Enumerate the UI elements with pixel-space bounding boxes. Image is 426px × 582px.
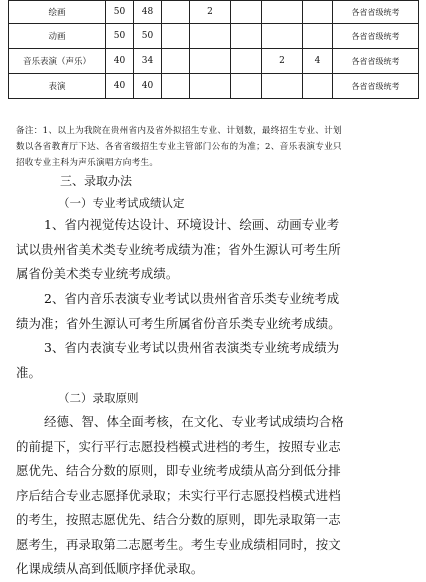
count-cell: 48: [134, 1, 162, 24]
table-row: [9, 24, 419, 49]
text-line: 愿优先、结合分数的原则，即专业统考成绩从高分到低分排: [16, 463, 341, 478]
text-line: 化课成绩从高到低顺序择优录取。: [16, 561, 204, 576]
table-row: [9, 49, 419, 74]
text-line: 绩为准；省外生源认可考生所属省份音乐类专业统考成绩。: [16, 315, 341, 331]
remarks-line: 备注：1、以上为我院在贵州省内及省外拟招生专业、计划数，最终招生专业、计划: [16, 126, 342, 136]
count-cell: [162, 1, 190, 24]
count-cell: [262, 1, 303, 24]
count-cell: 2: [190, 1, 231, 24]
text-line: 属省份美术类专业统考成绩。: [16, 266, 179, 281]
count-cell: [231, 74, 262, 99]
count-cell: [162, 74, 190, 99]
major-name-cell: 绘画: [9, 1, 106, 24]
count-cell: [231, 49, 262, 74]
text-line: 的前提下，实行平行志愿投档模式进档的考生，按照专业志: [16, 438, 341, 454]
remark-cell: 各省省级统考: [333, 24, 419, 49]
major-name-cell: 表演: [9, 74, 106, 99]
count-cell: [262, 74, 303, 99]
subsection-title: （二）录取原则: [58, 391, 139, 405]
count-cell: 40: [106, 74, 134, 99]
text-line: 经德、智、体全面考核，在文化、专业考试成绩均合格: [44, 414, 344, 429]
text-line: 愿考生，再录取第二志愿考生。考生专业成绩相同时，按文: [16, 536, 341, 552]
count-cell: [190, 24, 231, 49]
count-cell: 50: [134, 24, 162, 49]
count-cell: [303, 74, 333, 99]
count-cell: [190, 74, 231, 99]
count-cell: 4: [303, 49, 333, 74]
subsection-title: （一）专业考试成绩认定: [58, 196, 185, 210]
remark-cell: 各省省级统考: [333, 1, 419, 24]
count-cell: [231, 24, 262, 49]
count-cell: [190, 49, 231, 74]
count-cell: [262, 24, 303, 49]
count-cell: 50: [106, 1, 134, 24]
text-line: 序后结合专业志愿择优录取；未实行平行志愿投档模式进档: [16, 487, 341, 503]
count-cell: 34: [134, 49, 162, 74]
text-line: 2、省内音乐表演专业考试以贵州省音乐类专业统考成: [44, 291, 340, 306]
remarks: [16, 123, 416, 171]
text-line: 3、省内表演专业考试以贵州省表演类专业统考成绩为: [44, 340, 340, 355]
text-line: 的考生，按照志愿优先、结合分数的原则，即先录取第一志: [16, 512, 341, 527]
count-cell: 40: [106, 49, 134, 74]
paragraph-3: [16, 336, 416, 385]
remarks-line: 招收专业主科为声乐演唱方向考生。: [16, 158, 159, 168]
enrollment-plan-table: [8, 0, 419, 99]
major-name-cell: 音乐表演（声乐）: [9, 49, 106, 74]
table-body: [9, 1, 419, 99]
count-cell: [162, 49, 190, 74]
count-cell: [162, 24, 190, 49]
count-cell: 2: [262, 49, 303, 74]
count-cell: [303, 1, 333, 24]
count-cell: [303, 24, 333, 49]
paragraph-4: [16, 410, 416, 582]
remark-cell: 各省省级统考: [333, 49, 419, 74]
text-line: 准。: [16, 364, 41, 380]
table-row: [9, 74, 419, 99]
text-line: 试以贵州省美术类专业统考成绩为准；省外生源认可考生所: [16, 241, 341, 257]
text-line: 1、省内视觉传达设计、环境设计、绘画、动画专业考: [44, 217, 340, 232]
remarks-line: 数以各省教育厅下达、各省省级招生专业主管部门公布的为准；2、音乐表演专业只: [16, 142, 342, 152]
section-title: 三、录取办法: [60, 174, 133, 188]
major-name-cell: 动画: [9, 24, 106, 49]
count-cell: [231, 1, 262, 24]
table-row: [9, 1, 419, 24]
count-cell: 50: [106, 24, 134, 49]
remark-cell: 各省省级统考: [333, 74, 419, 99]
paragraph-2: [16, 287, 416, 336]
count-cell: 40: [134, 74, 162, 99]
paragraph-1: [16, 213, 416, 287]
